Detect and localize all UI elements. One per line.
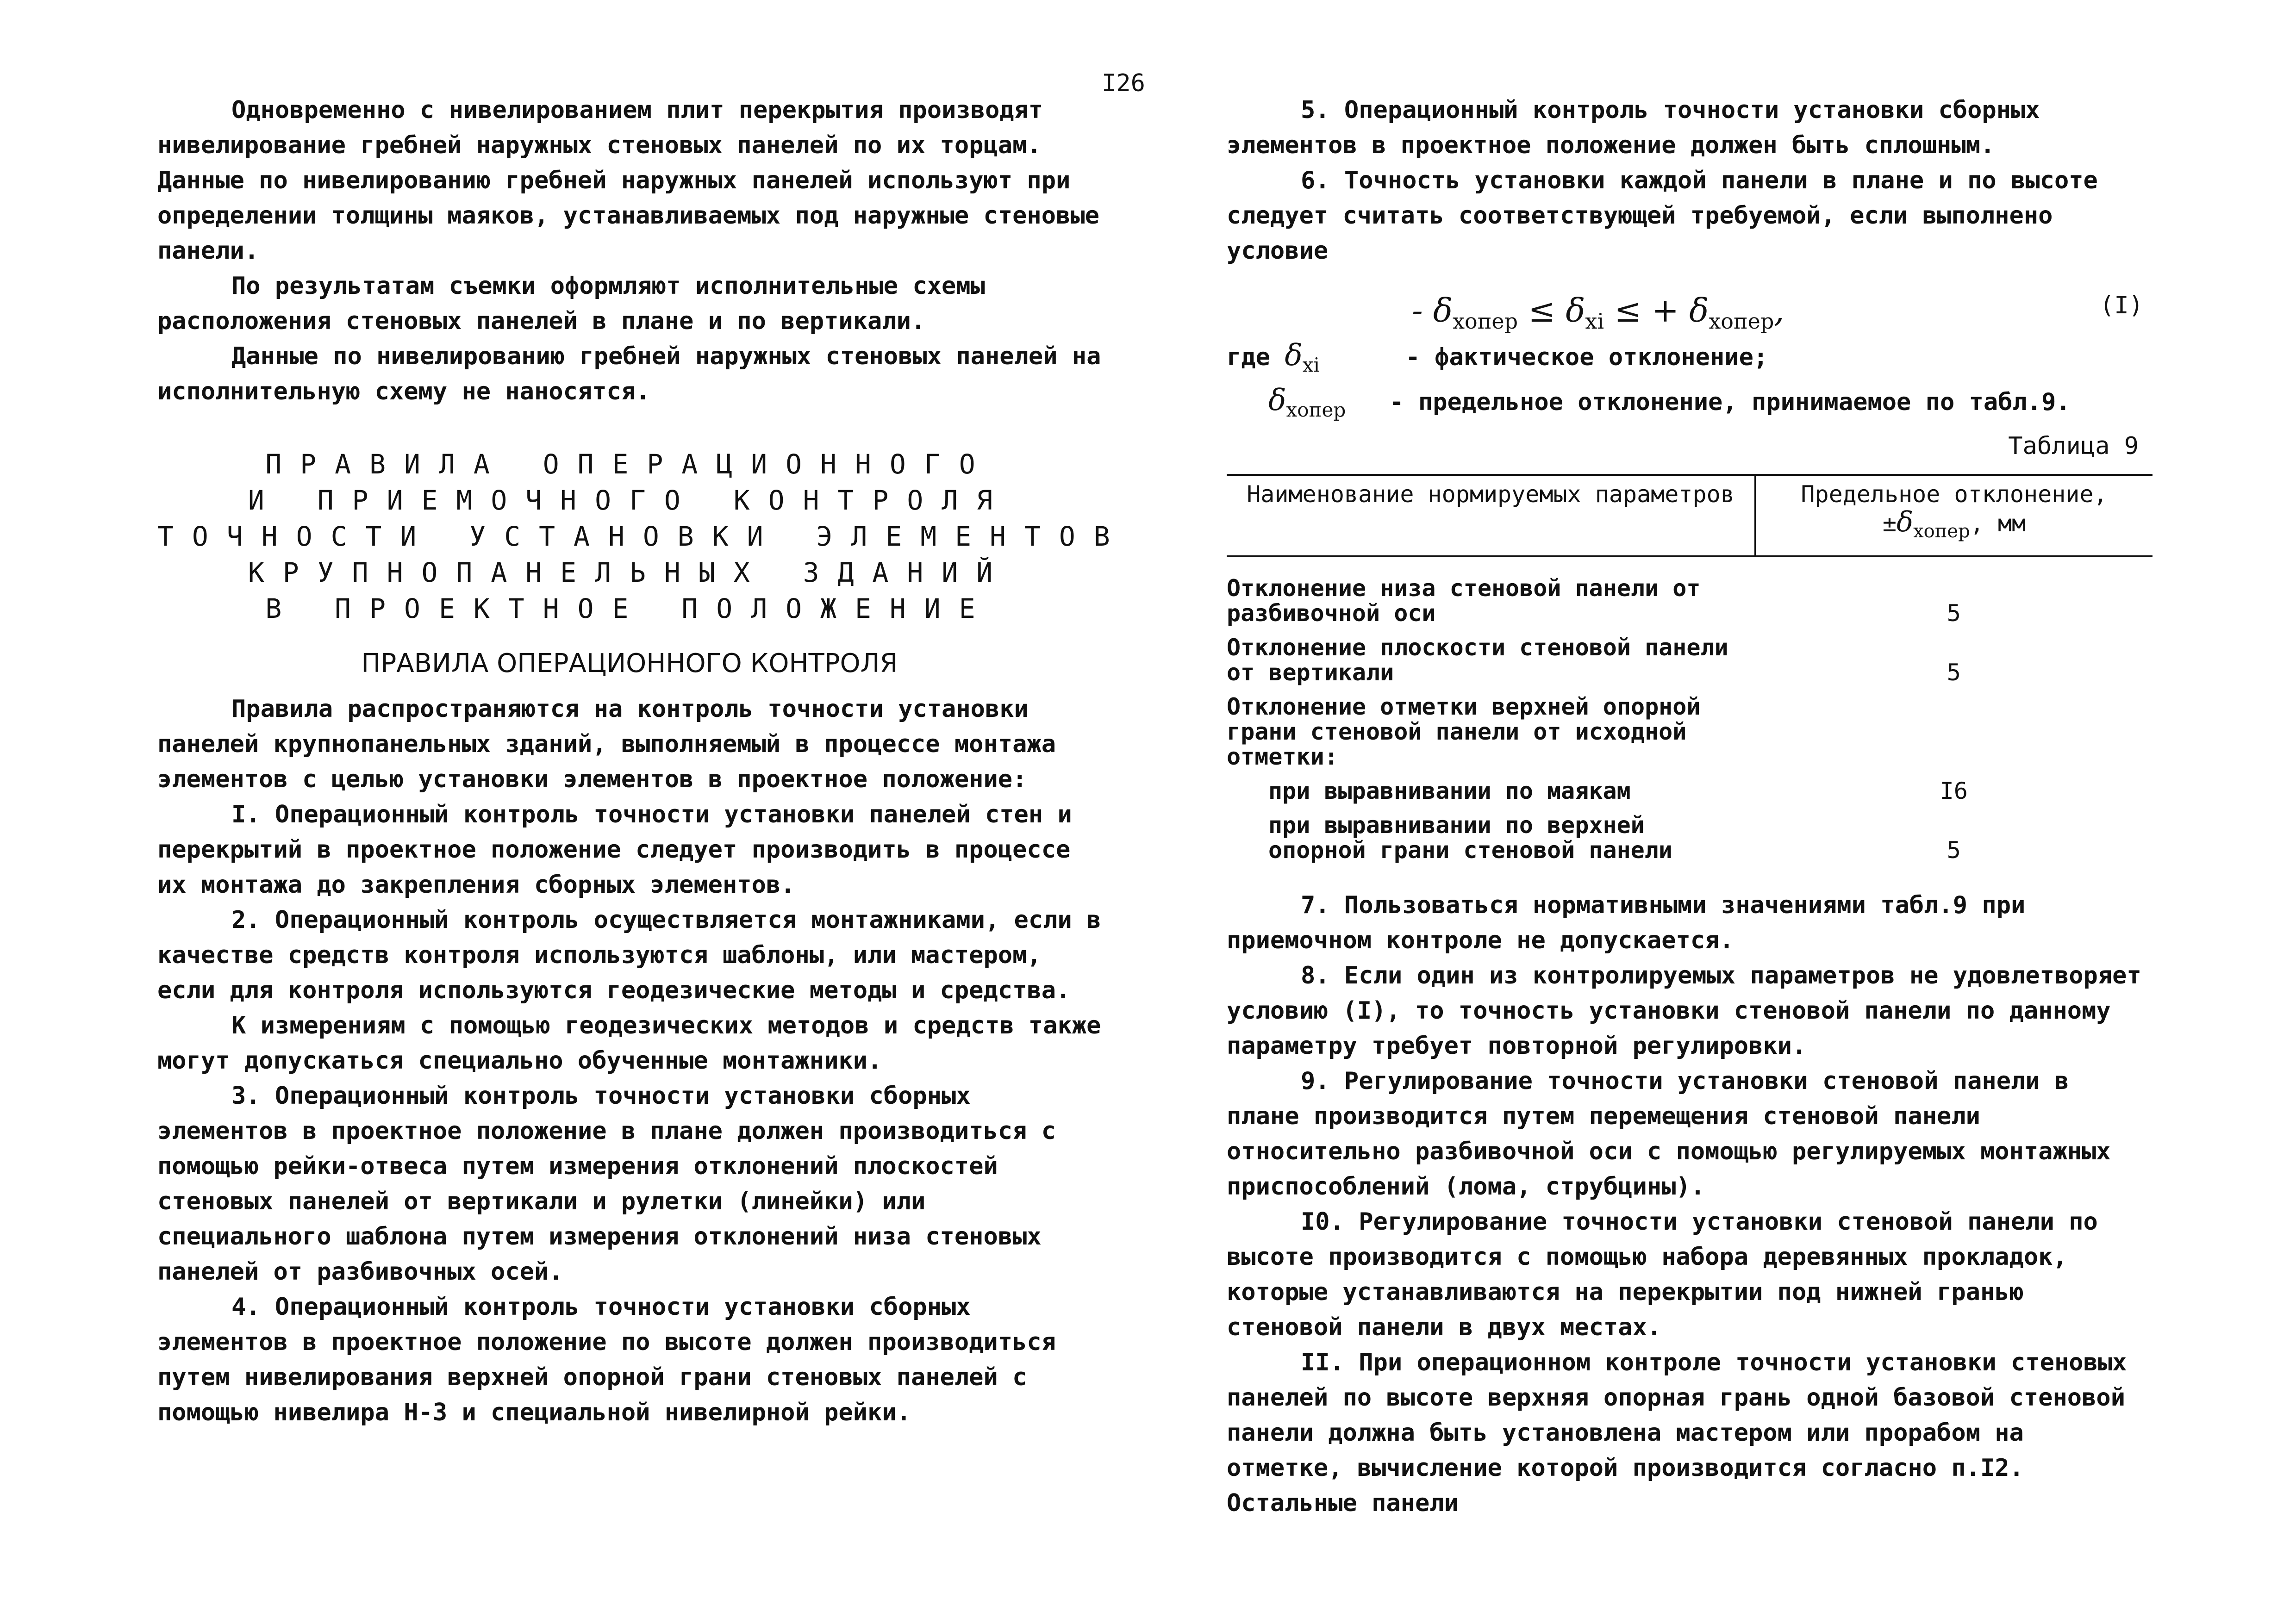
where-word: где <box>1227 343 1270 371</box>
formula-plus: + <box>1652 292 1679 330</box>
page-number: I26 <box>1102 69 1145 97</box>
table-row <box>1227 810 2152 869</box>
param-cell: Отклонение отметки верхней опорной грани стеновой панели от исходной отметки: <box>1227 693 1701 770</box>
paragraph: 2. Операционный контроль осуществляется монтажниками, если в качестве средств контроля используются шаблоны, или мастером, если для контроля используются геодезические методы и средства. <box>157 906 1116 1004</box>
formula-comma: , <box>1774 292 1784 330</box>
heading-line: В ПРОЕКТНОЕ ПОЛОЖЕНИЕ <box>265 593 994 624</box>
formula-minus: - <box>1412 292 1423 330</box>
value-cell: 5 <box>1947 659 1961 686</box>
formula-delta: δ <box>1433 292 1453 330</box>
subheading: ПРАВИЛА ОПЕРАЦИОННОГО КОНТРОЛЯ <box>361 648 898 678</box>
table-row <box>1227 776 2152 810</box>
paragraph: 8. Если один из контролируемых параметров не удовлетворяет условию (I), то точность установки стеновой панели по данному параметру требует повторной регулировки. <box>1227 961 2156 1060</box>
header-param: Наименование нормируемых параметров <box>1227 475 1755 556</box>
where-definition: - предельное отклонение, принимаемое по табл.9. <box>1389 388 2071 416</box>
left-column <box>157 93 1129 1430</box>
value-cell: 5 <box>1947 599 1961 627</box>
formula-row <box>1227 268 2152 338</box>
heading-line: ТОЧНОСТИ УСТАНОВКИ ЭЛЕМЕНТОВ <box>157 521 1129 552</box>
delta-symbol: $\delta_{xопер}$ <box>1268 383 1346 421</box>
heading-line: КРУПНОПАНЕЛЬНЫХ ЗДАНИЙ <box>248 557 1011 588</box>
paragraph: II. При операционном контроле точности установки стеновых панелей по высоте верхняя опорная грань одной базовой стеновой панели должна быть установлена мастером или прорабом на отметке, вычисление которой производится согласно п.I2. Остальные панели <box>1227 1348 2141 1517</box>
equation-number: (I) <box>2100 292 2143 319</box>
table-header-row <box>1227 475 2152 556</box>
table-row <box>1227 691 2152 776</box>
param-cell: Отклонение плоскости стеновой панели от вертикали <box>1227 634 1728 686</box>
paragraph: Правила распространяются на контроль точности установки панелей крупнопанельных зданий, выполняемый в процессе монтажа элементов с целью установки элементов в проектное положение: <box>157 695 1071 793</box>
heading-line: И ПРИЕМОЧНОГО КОНТРОЛЯ <box>248 485 1011 516</box>
formula-delta: δ <box>1566 292 1585 330</box>
paragraph: 5. Операционный контроль точности установки сборных элементов в проектное положение должен быть сплошным. <box>1227 96 2054 159</box>
value-cell: 5 <box>1947 836 1961 864</box>
table-row <box>1227 632 2152 691</box>
paragraph: Данные по нивелированию гребней наружных стеновых панелей на исполнительную схему не наносятся. <box>157 342 1116 405</box>
param-cell: Отклонение низа стеновой панели от разбивочной оси <box>1227 574 1701 627</box>
paragraph: I. Операционный контроль точности установки панелей стен и перекрытий в проектное положение следует производить в процессе их монтажа до закрепления сборных элементов. <box>157 801 1087 899</box>
param-cell: при выравнивании по верхней опорной грани стеновой панели <box>1268 811 1672 864</box>
where-line <box>1227 338 2152 383</box>
value-cell <box>1755 691 2153 776</box>
formula-sub: xопер <box>1453 309 1518 334</box>
paragraph: 9. Регулирование точности установки стеновой панели в плане производится путем перемещения стеновой панели относительно разбивочной оси с помощью регулируемых монтажных приспособлений (лома, струбцины). <box>1227 1067 2126 1201</box>
after-table-text <box>1227 888 2156 1521</box>
where-definition: - фактическое отклонение; <box>1405 343 1768 371</box>
formula-delta: δ <box>1689 292 1709 330</box>
table-row <box>1227 556 2152 632</box>
right-column <box>1227 93 2156 1521</box>
tolerance-table <box>1227 474 2152 869</box>
formula <box>1412 292 1784 334</box>
formula-le: ≤ <box>1614 292 1641 330</box>
paragraph: 3. Операционный контроль точности установки сборных элементов в проектное положение в плане должен производиться с помощью рейки-отвеса путем измерения отклонений плоскостей стеновых панелей от вертикали и рулетки (линейки) или специального шаблона путем измерения отклонений низа стеновых панелей от разбивочных осей. <box>157 1082 1071 1286</box>
heading-line: ПРАВИЛА ОПЕРАЦИОННОГО <box>265 448 994 480</box>
delta-symbol: $\delta_{xi}$ <box>1285 338 1320 376</box>
formula-sub: xi <box>1585 309 1604 334</box>
paragraph: 6. Точность установки каждой панели в плане и по высоте следует считать соответствующей требуемой, если выполнено условие <box>1227 167 2113 265</box>
formula-le: ≤ <box>1528 292 1555 330</box>
paragraph: К измерениям с помощью геодезических методов и средств также могут допускаться специально обученные монтажники. <box>157 1012 1116 1075</box>
paragraph: Одновременно с нивелированием плит перекрытия производят нивелирование гребней наружных стеновых панелей по их торцам. Данные по нивелированию гребней наружных панелей используют при определении толщины маяков, устанавливаемых под наружные стеновые панели. <box>157 96 1114 265</box>
table-caption: Таблица 9 <box>2008 432 2139 460</box>
section-heading <box>157 446 1129 627</box>
paragraph: I0. Регулирование точности установки стеновой панели по высоте производится с помощью набора деревянных прокладок, которые устанавливаются на перекрытии под нижней гранью стеновой панели в двух местах. <box>1227 1207 2113 1341</box>
formula-sub: xопер <box>1709 309 1774 334</box>
where-line <box>1227 383 2152 428</box>
paragraph: 7. Пользоваться нормативными значениями табл.9 при приемочном контроле не допускается. <box>1227 891 2040 954</box>
value-cell: I6 <box>1940 777 1968 804</box>
paragraph: 4. Операционный контроль точности установки сборных элементов в проектное положение по высоте должен производиться путем нивелирования верхней опорной грани стеновых панелей с помощью нивелира Н-3 и специальной нивелирной рейки. <box>157 1293 1071 1426</box>
where-block <box>1227 338 2152 428</box>
param-cell: при выравнивании по маякам <box>1268 777 1631 804</box>
paragraph: По результатам съемки оформляют исполнительные схемы расположения стеновых панелей в плане и по вертикали. <box>157 272 1000 335</box>
header-limit: Предельное отклонение, $\pm\delta_{xопер}$, мм <box>1755 475 2153 556</box>
